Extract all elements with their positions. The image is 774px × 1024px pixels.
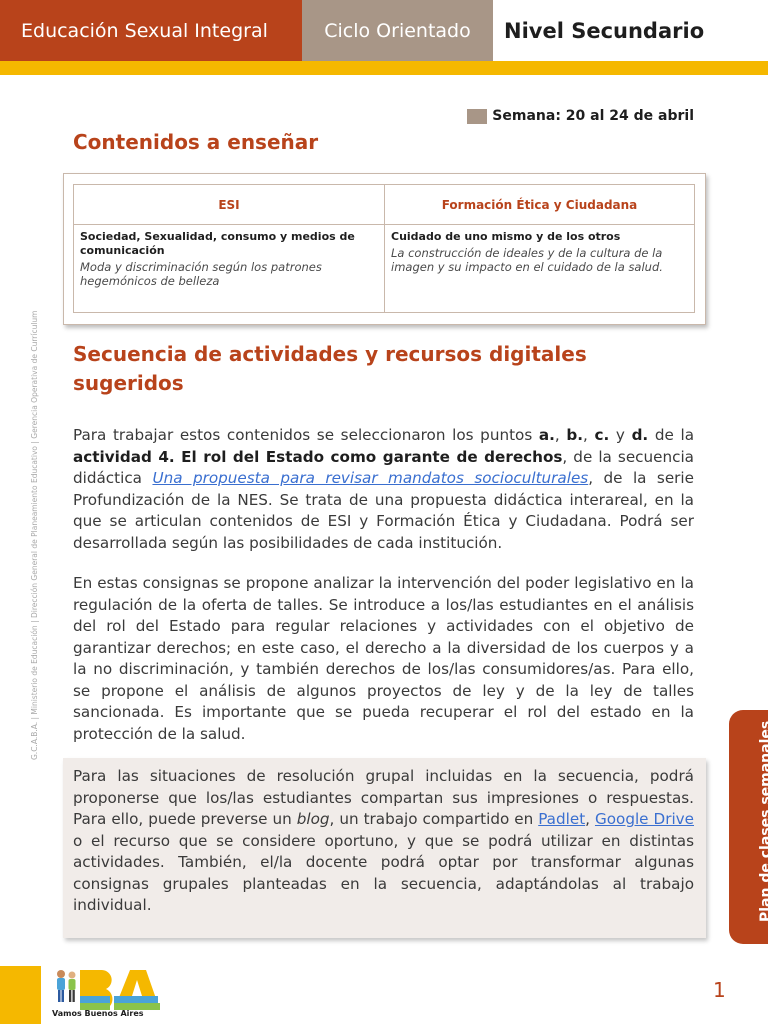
cell-fec-title: Cuidado de uno mismo y de los otros [391,230,621,243]
para1-text-5: , de la serie Profundización de la NES. Se trata de una propuesta didáctica interareal, en la que se articulan contenidos de ESI y Formación Ética y Ciudadana. Podrá ser desarrollada según las posibilidades de cada institución. [73,469,694,552]
activity-title: actividad 4. El rol del Estado como garante de derechos [73,447,563,466]
paragraph-intro [73,425,694,554]
point-d: d. [631,426,649,444]
para3-text-2: , un trabajo compartido en [329,810,539,828]
table-cell-fec [385,225,695,313]
header-bar [0,0,768,61]
blog-word: blog [296,810,330,828]
header-cycle: Ciclo Orientado [302,0,493,61]
header-accent-line [0,61,768,75]
week-indicator [467,108,694,124]
section-title-contents: Contenidos a enseñar [73,130,319,154]
section-title-sequence: Secuencia de actividades y recursos digitales sugeridos [73,342,587,395]
padlet-link[interactable]: Padlet [538,810,586,828]
table-header-fec: Formación Ética y Ciudadana [385,185,695,225]
para1-sep-2: , [583,426,595,444]
table-cell-esi [74,225,385,313]
logo-text: Vamos Buenos Aires [52,1009,144,1018]
point-c: c. [594,426,610,444]
google-drive-link[interactable]: Google Drive [594,810,694,828]
table-row [74,225,695,313]
header-program: Educación Sexual Integral [0,0,302,61]
para1-text-3: de la [648,426,695,444]
para1-text-4: , de la secuencia didáctica [73,447,694,487]
contents-table-card [63,173,706,325]
paragraph-analysis: En estas consignas se propone analizar la intervención del poder legislativo en la regulación de la oferta de talles. Se introduce a los/las estudiantes en el análisis del rol del Estado para regular relaciones y actividades con el objetivo de garantizar derechos; en este caso, el derecho a la diversidad de los cuerpos y a la no discriminación, y también derechos de los/las consumidores/as. Para ello, se propone el análisis de algunos proyectos de ley y de la ley de talles sancionada. Es importante que se pueda recuperar el rol del estado en la protección de la salud. [73,574,694,743]
side-tab-label: Plan de clases semanales [758,720,774,922]
footer-accent-bar [0,966,41,1024]
page-number: 1 [713,978,726,1002]
point-a: a. [538,426,555,444]
sidebar-credit: G.C.A.B.A. | Ministerio de Educación | Dirección General de Planeamiento Educativo | Gerencia Operativa de Currículum [30,310,39,760]
sequence-link[interactable]: Una propuesta para revisar mandatos socioculturales [152,469,589,487]
header-level: Nivel Secundario [493,0,768,61]
side-tab [729,710,774,944]
para3-text-3: , [585,810,595,828]
para3-text-1: Para las situaciones de resolución grupal incluidas en la secuencia, podrá proponerse que los/las estudiantes compartan sus impresiones o respuestas. Para ello, puede preverse un [73,767,694,828]
paragraph-tip [73,766,694,917]
contents-table [73,184,695,313]
cell-esi-title: Sociedad, Sexualidad, consumo y medios de comunicación [80,230,355,257]
para1-sep-1: , [554,426,567,444]
week-square-icon [467,109,487,124]
point-b: b. [566,426,584,444]
para1-text-1: Para trabajar estos contenidos se seleccionaron los puntos [73,426,539,444]
cell-esi-text: Moda y discriminación según los patrones hegemónicos de belleza [80,260,322,288]
para1-text-2: y [609,426,632,444]
table-header-esi: ESI [74,185,385,225]
para3-text-4: o el recurso que se considere oportuno, y que se podrá utilizar en distintas actividades. También, el/la docente podrá optar por transformar algunas consignas grupales planteadas en la secuencia, adaptándolas al trabajo individual. [73,831,694,914]
week-label: Semana: 20 al 24 de abril [492,108,694,124]
cell-fec-text: La construcción de ideales y de la cultura de la imagen y su impacto en el cuidado de la salud. [391,246,663,274]
